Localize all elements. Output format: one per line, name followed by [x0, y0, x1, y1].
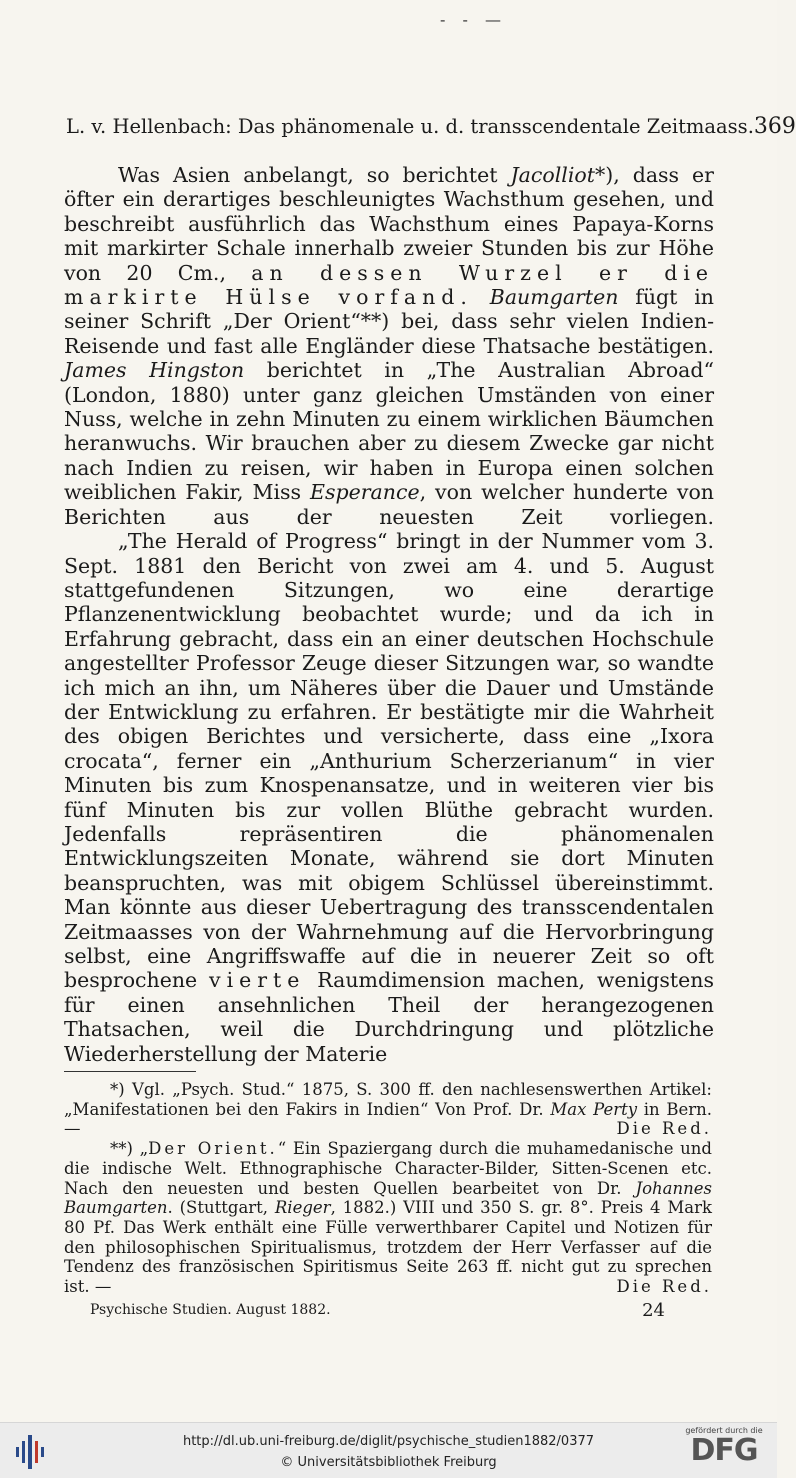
text-run: , von welcher hunderte von Berichten aus der neuesten Zeit vorliegen. [64, 480, 714, 529]
footnote-1 [64, 1080, 712, 1139]
signature-mark: 24 [642, 1300, 665, 1321]
page-url[interactable]: http://dl.ub.uni-freiburg.de/diglit/psychische_studien1882/0377 [182, 1434, 595, 1449]
author-name: James Hingston [64, 358, 245, 383]
copyright-notice: © Universitätsbibliothek Freiburg [280, 1455, 497, 1470]
text-run: *), dass er öfter ein derartiges beschleunigtes Wachsthum gesehen, und beschreibt ausführlich das Wachsthum eines Papaya-Korns mit markirter Schale innerhalb zweier Stunden bis zur Höhe von 20 Cm., [64, 163, 714, 285]
text-run: in Bern. — [64, 1099, 713, 1139]
footnote-divider [64, 1071, 196, 1072]
page-number: 369 [753, 114, 796, 139]
running-header [66, 114, 796, 139]
text-run: Raumdimension machen, wenigstens für einen ansehnlichen Theil der herangezogenen Thatsachen, weil die Durchdringung und plötzliche Wiederherstellung der Materie [64, 968, 714, 1066]
paragraph-2 [64, 529, 714, 1066]
spaced-title: Der Orient. [148, 1139, 278, 1159]
person-name: Esperance [310, 480, 420, 505]
journal-footer: Psychische Studien. August 1882. [90, 1302, 331, 1318]
text-run: fügt in seiner Schrift „Der Orient“**) bei, dass sehr vielen Indien-Reisende und fast alle Engländer diese Thatsache bestätigen. [64, 285, 714, 358]
person-name: Max Perty [550, 1099, 638, 1119]
main-text [64, 163, 714, 1066]
text-run: Was Asien anbelangt, so berichtet [118, 163, 511, 187]
text-run: “ Ein Spaziergang durch die muhamedanische und die indische Welt. Ethnographische Character-Bilder, Sitten-Scenen etc. Nach den neuesten und besten Quellen bearbeitet von Dr. [64, 1139, 712, 1198]
text-run: . (Stuttgart, [167, 1198, 275, 1218]
dfg-logo [681, 1426, 767, 1467]
editor-signature: Die Red. [616, 1119, 712, 1139]
publisher-name: Rieger [274, 1198, 331, 1218]
text-run: berichtet in „The Australian Abroad“ (London, 1880) unter ganz gleichen Umständen von einer Nuss, welche in zehn Minuten zu einem wirklichen Bäumchen heranwuchs. Wir brauchen aber zu diesem Zwecke gar nicht nach Indien zu reisen, wir haben in Europa einen solchen weiblichen Fakir, Miss [64, 358, 714, 505]
person-name: Johannes Baumgarten [64, 1178, 712, 1218]
sponsor-note: gefördert durch die [685, 1426, 763, 1435]
text-run [473, 285, 490, 309]
spaced-emphasis: an dessen Wurzel er die markirte Hülse vorfand. [64, 260, 715, 310]
author-name: Baumgarten [489, 285, 619, 310]
footnotes [64, 1080, 712, 1297]
text-run: **) „ [110, 1139, 149, 1159]
text-run: *) Vgl. „Psych. Stud.“ 1875, S. 300 ff. den nachlesenswerthen Artikel: „Manifestationen bei den Fakirs in Indien“ Von Prof. Dr. [64, 1080, 712, 1119]
running-title: L. v. Hellenbach: Das phänomenale u. d. transscendentale Zeitmaass. [66, 115, 754, 138]
spaced-emphasis: vierte [208, 968, 306, 993]
footnote-2 [64, 1139, 712, 1297]
dfg-logo-text: DFG [690, 1433, 758, 1468]
viewer-bar [0, 1422, 777, 1478]
text-run: „The Herald of Progress“ bringt in der Nummer vom 3. Sept. 1881 den Bericht von zwei am 4. und 5. August stattgefundenen Sitzungen, wo eine derartige Pflanzenentwicklung beobachtet wurde; und da ich in Erfahrung gebracht, dass ein an einer deutschen Hochschule angestellter Professor Zeuge dieser Sitzungen war, so wandte ich mich an ihn, um Näheres über die Dauer und Umstände der Entwicklung zu erfahren. Er bestätigte mir die Wahrheit des obigen Berichtes und versicherte, dass eine „Ixora crocata“, ferner ein „Anthurium Scherzerianum“ in vier Minuten bis zum Knospenansatze, und in weiteren vier bis fünf Minuten bis zur vollen Blüthe gebracht wurden. Jedenfalls repräsentiren die phänomenalen Entwicklungszeiten Monate, während sie dort Minuten beanspruchten, was mit obigem Schlüssel übereinstimmt. Man könnte aus dieser Uebertragung des transscendentalen Zeitmaasses von der Wahrnehmung auf die Hervorbringung selbst, eine Angriffswaffe auf die in neuerer Zeit so oft besprochene [64, 529, 714, 993]
scan-marks: - - — [440, 10, 507, 29]
text-run: , 1882.) VIII und 350 S. gr. 8°. Preis 4 Mark 80 Pf. Das Werk enthält eine Fülle verwerthbarer Capitel und Notizen für den philosophischen Spiritualismus, trotzdem der Herr Verfasser auf die Tendenz des französischen Spiritismus Seite 263 ff. nicht gut zu sprechen ist. — [64, 1198, 712, 1297]
editor-signature: Die Red. [616, 1277, 712, 1297]
paragraph-1 [64, 163, 714, 529]
page-footer [90, 1302, 665, 1321]
author-name: Jacolliot [510, 163, 595, 187]
